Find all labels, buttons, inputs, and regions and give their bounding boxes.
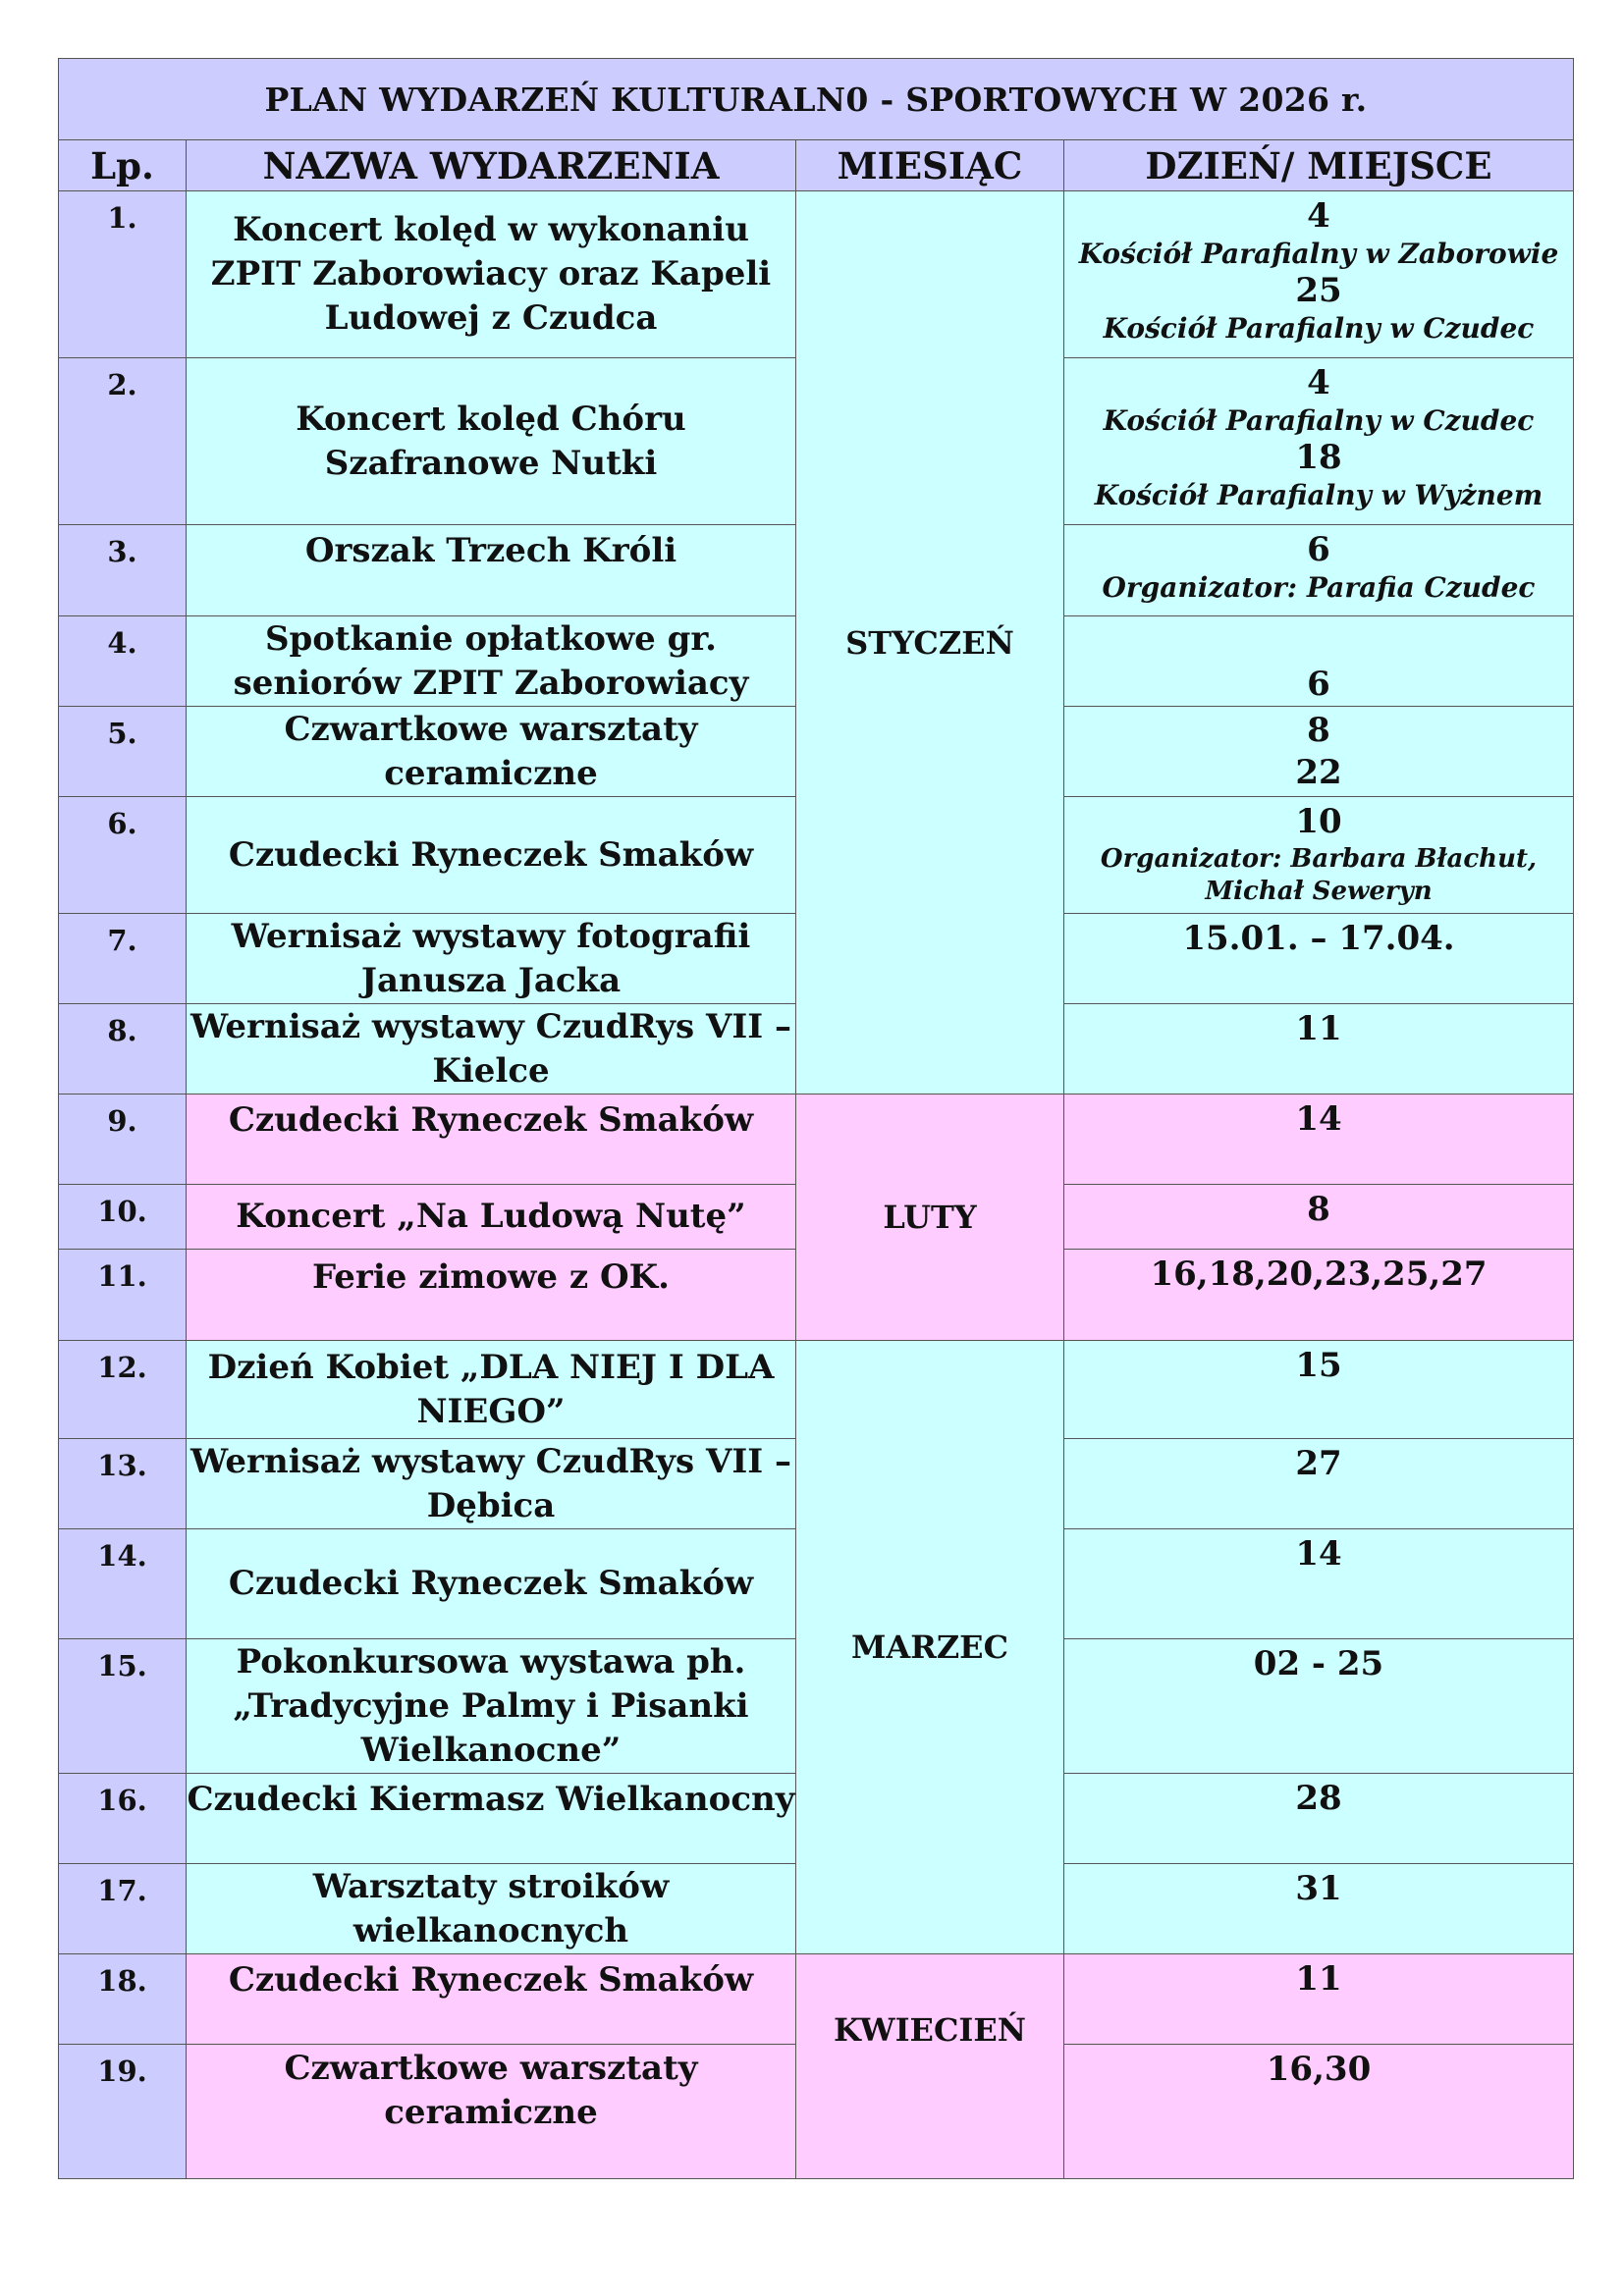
row-number: 6. (59, 797, 187, 914)
page-title: PLAN WYDARZEŃ KULTURALN0 - SPORTOWYCH W 2026 r. (59, 59, 1574, 140)
date-value: 6 (1307, 530, 1330, 569)
place-value: Kościół Parafialny w Wyżnem (1094, 479, 1543, 511)
row-number: 2. (59, 358, 187, 525)
event-date (1064, 358, 1574, 525)
row-number: 8. (59, 1004, 187, 1095)
month-april: KWIECIEŃ (796, 1954, 1064, 2179)
place-value: Kościół Parafialny w Czudec (1103, 404, 1535, 437)
row-number: 15. (59, 1639, 187, 1774)
event-date: 15 (1064, 1341, 1574, 1439)
event-date: 16,30 (1064, 2045, 1574, 2179)
table-row (59, 1954, 1574, 2045)
header-lp: Lp. (59, 140, 187, 191)
date-value: 4 (1307, 196, 1330, 236)
place-value: Organizator: Barbara Błachut, Michał Seweryn (1100, 844, 1538, 906)
date-value: 6 (1307, 665, 1330, 704)
event-name: Warsztaty stroików wielkanocnych (187, 1864, 796, 1954)
row-number: 10. (59, 1185, 187, 1250)
event-name: Koncert kolęd w wykonaniu ZPIT Zaborowiacy oraz Kapeli Ludowej z Czudca (187, 191, 796, 358)
row-number: 4. (59, 616, 187, 707)
event-name: Wernisaż wystawy fotografii Janusza Jacka (187, 914, 796, 1004)
event-name: Czudecki Ryneczek Smaków (187, 1095, 796, 1185)
event-name: Orszak Trzech Króli (187, 525, 796, 616)
row-number: 7. (59, 914, 187, 1004)
event-name: Koncert „Na Ludową Nutę” (187, 1185, 796, 1250)
event-date: 15.01. – 17.04. (1064, 914, 1574, 1004)
date-value: 25 (1295, 271, 1342, 310)
event-date: 02 - 25 (1064, 1639, 1574, 1774)
row-number: 13. (59, 1439, 187, 1529)
event-name: Wernisaż wystawy CzudRys VII – Kielce (187, 1004, 796, 1095)
date-value: 4 (1307, 363, 1330, 402)
event-date: 11 (1064, 1954, 1574, 2045)
event-name: Czudecki Ryneczek Smaków (187, 797, 796, 914)
event-name: Czudecki Ryneczek Smaków (187, 1954, 796, 2045)
event-date (1064, 525, 1574, 616)
event-date: 27 (1064, 1439, 1574, 1529)
row-number: 1. (59, 191, 187, 358)
event-date: 14 (1064, 1095, 1574, 1185)
row-number: 16. (59, 1774, 187, 1864)
row-number: 11. (59, 1250, 187, 1341)
event-name: Czwartkowe warsztaty ceramiczne (187, 707, 796, 797)
event-name: Koncert kolęd Chóru Szafranowe Nutki (187, 358, 796, 525)
month-march: MARZEC (796, 1341, 1064, 1954)
row-number: 14. (59, 1529, 187, 1639)
place-value: Organizator: Parafia Czudec (1102, 571, 1536, 604)
events-plan-table (58, 58, 1574, 2179)
place-value: Kościół Parafialny w Czudec (1103, 312, 1535, 345)
event-date: 14 (1064, 1529, 1574, 1639)
date-value: 18 (1295, 438, 1342, 477)
header-name: NAZWA WYDARZENIA (187, 140, 796, 191)
event-name: Czudecki Kiermasz Wielkanocny (187, 1774, 796, 1864)
date-value: 22 (1295, 752, 1342, 792)
place-value: Kościół Parafialny w Zaborowie (1078, 238, 1559, 270)
event-date: 31 (1064, 1864, 1574, 1954)
event-name: Pokonkursowa wystawa ph. „Tradycyjne Palmy i Pisanki Wielkanocne” (187, 1639, 796, 1774)
event-date: 28 (1064, 1774, 1574, 1864)
event-name: Czwartkowe warsztaty ceramiczne (187, 2045, 796, 2179)
month-february: LUTY (796, 1095, 1064, 1341)
row-number: 12. (59, 1341, 187, 1439)
row-number: 3. (59, 525, 187, 616)
event-date: 11 (1064, 1004, 1574, 1095)
event-name: Wernisaż wystawy CzudRys VII – Dębica (187, 1439, 796, 1529)
row-number: 9. (59, 1095, 187, 1185)
event-name: Spotkanie opłatkowe gr. seniorów ZPIT Zaborowiacy (187, 616, 796, 707)
date-value: 8 (1307, 710, 1330, 750)
event-date (1064, 707, 1574, 797)
date-value: 10 (1295, 802, 1342, 841)
event-date (1064, 191, 1574, 358)
month-january: STYCZEŃ (796, 191, 1064, 1095)
event-date: 16,18,20,23,25,27 (1064, 1250, 1574, 1341)
table-row (59, 1095, 1574, 1185)
event-name: Czudecki Ryneczek Smaków (187, 1529, 796, 1639)
row-number: 17. (59, 1864, 187, 1954)
event-date (1064, 616, 1574, 707)
row-number: 19. (59, 2045, 187, 2179)
header-month: MIESIĄC (796, 140, 1064, 191)
event-name: Ferie zimowe z OK. (187, 1250, 796, 1341)
event-date (1064, 797, 1574, 914)
table-header-row (59, 140, 1574, 191)
header-day: DZIEŃ/ MIEJSCE (1064, 140, 1574, 191)
event-name: Dzień Kobiet „DLA NIEJ I DLA NIEGO” (187, 1341, 796, 1439)
event-date: 8 (1064, 1185, 1574, 1250)
row-number: 18. (59, 1954, 187, 2045)
table-row (59, 1341, 1574, 1439)
table-row (59, 191, 1574, 358)
row-number: 5. (59, 707, 187, 797)
